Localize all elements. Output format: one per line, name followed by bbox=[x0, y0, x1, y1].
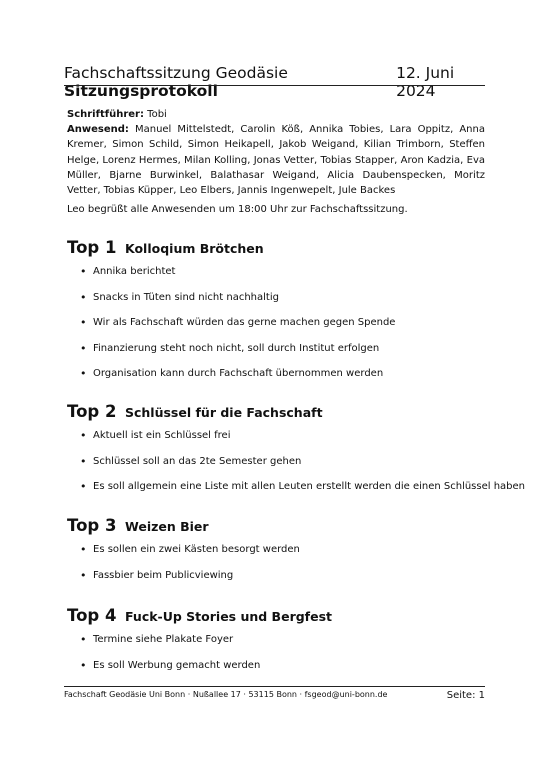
footer-divider bbox=[64, 686, 485, 687]
agenda-section bbox=[67, 402, 525, 506]
title-prefix: Fachschaftssitzung Geodäsie bbox=[64, 64, 288, 82]
list-item: • Finanzierung steht noch nicht, soll durch Institut erfolgen bbox=[67, 342, 395, 368]
title-bold: Sitzungsprotokoll bbox=[64, 82, 218, 100]
page-footer bbox=[64, 690, 485, 701]
writer-line bbox=[67, 107, 485, 122]
document-date: 12. Juni 2024 bbox=[396, 64, 455, 100]
agenda-section bbox=[67, 606, 332, 684]
section-number: Top 4 bbox=[67, 606, 117, 625]
attendees-list: Manuel Mittelstedt, Carolin Köß, Annika Tobies, Lara Oppitz, Anna Kremer, Simon Schild, Simon Heikapell, Jakob Weigand, Kilian Trimborn, Steffen Helge, Lorenz Hermes, Milan Kolling, Jonas Vetter, Tobias Stapper, Aron Kadzia, Eva Müller, Bjarne Burwinkel, Balathasar Weigand, Alicia Daubenspecken, Moritz Vetter, Tobias Küpper, Leo Elbers, Jannis Ingenwepelt, Jule Backes bbox=[67, 124, 485, 197]
section-title: Fuck-Up Stories und Bergfest bbox=[125, 609, 333, 624]
section-number: Top 1 bbox=[67, 238, 117, 257]
list-item: • Fassbier beim Publicviewing bbox=[67, 569, 300, 595]
document-title bbox=[64, 64, 396, 100]
section-title: Schlüssel für die Fachschaft bbox=[125, 405, 323, 420]
header-divider bbox=[64, 85, 485, 86]
list-item: • Snacks in Tüten sind nicht nachhaltig bbox=[67, 291, 395, 317]
attendees-line bbox=[67, 122, 485, 198]
list-item: • Schlüssel soll an das 2te Semester gehen bbox=[67, 455, 525, 481]
bullet-list bbox=[67, 633, 332, 684]
list-item: • Organisation kann durch Fachschaft übernommen werden bbox=[67, 367, 395, 393]
list-item: • Es soll Werbung gemacht werden bbox=[67, 659, 332, 685]
intro-text: Leo begrüßt alle Anwesenden um 18:00 Uhr zur Fachschaftssitzung. bbox=[67, 204, 408, 215]
attendees-label: Anwesend: bbox=[67, 124, 129, 136]
page-number: Seite: 1 bbox=[446, 690, 485, 701]
page-header bbox=[64, 64, 485, 100]
meeting-meta bbox=[67, 107, 485, 198]
list-item: • Aktuell ist ein Schlüssel frei bbox=[67, 429, 525, 455]
list-item: • Es soll allgemein eine Liste mit allen Leuten erstellt werden die einen Schlüssel haben bbox=[67, 480, 525, 506]
bullet-list bbox=[67, 543, 300, 594]
footer-address: Fachschaft Geodäsie Uni Bonn · Nußallee 17 · 53115 Bonn · fsgeod@uni-bonn.de bbox=[64, 690, 388, 699]
section-title: Kolloqium Brötchen bbox=[125, 241, 264, 256]
agenda-section bbox=[67, 238, 395, 393]
list-item: • Es sollen ein zwei Kästen besorgt werden bbox=[67, 543, 300, 569]
list-item: • Annika berichtet bbox=[67, 265, 395, 291]
writer-name: Tobi bbox=[147, 109, 167, 120]
list-item: • Wir als Fachschaft würden das gerne machen gegen Spende bbox=[67, 316, 395, 342]
section-heading bbox=[67, 606, 332, 625]
section-heading bbox=[67, 516, 300, 535]
section-heading bbox=[67, 402, 525, 421]
section-heading bbox=[67, 238, 395, 257]
section-number: Top 3 bbox=[67, 516, 117, 535]
bullet-list bbox=[67, 429, 525, 506]
section-number: Top 2 bbox=[67, 402, 117, 421]
writer-label: Schriftführer: bbox=[67, 109, 144, 120]
section-title: Weizen Bier bbox=[125, 519, 209, 534]
list-item: • Termine siehe Plakate Foyer bbox=[67, 633, 332, 659]
agenda-section bbox=[67, 516, 300, 594]
bullet-list bbox=[67, 265, 395, 393]
